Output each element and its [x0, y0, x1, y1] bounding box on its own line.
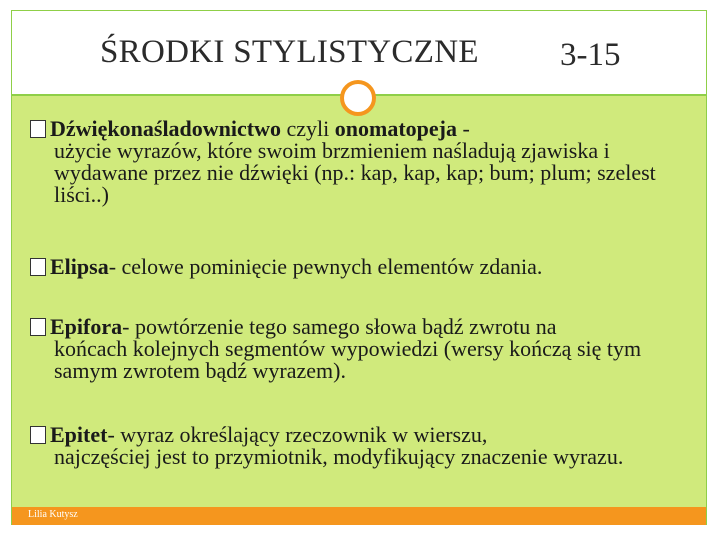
slide-title: ŚRODKI STYLISTYCZNE	[100, 34, 479, 70]
bullet-item-epitet	[30, 424, 623, 468]
bullet-term: Elipsa	[50, 254, 109, 279]
slide-number: 3-15	[560, 37, 621, 73]
bullet-item-epifora	[30, 316, 695, 382]
bullet-marker-icon	[30, 426, 46, 444]
circle-ornament-icon	[340, 80, 376, 116]
bullet-definition: - powtórzenie tego samego słowa bądź zwrotu na	[122, 314, 557, 339]
bullet-dash: -	[457, 116, 470, 141]
bullet-term-alt: onomatopeja	[334, 116, 457, 141]
bullet-definition: - wyraz określający rzeczownik w wierszu,	[107, 422, 488, 447]
bullet-marker-icon	[30, 120, 46, 138]
bullet-definition-cont: najczęściej jest to przymiotnik, modyfikujący znaczenie wyrazu.	[54, 444, 624, 469]
bullet-marker-icon	[30, 258, 46, 276]
bullet-term: Epifora	[50, 314, 123, 339]
author-label: Lilia Kutysz	[28, 509, 78, 520]
bullet-item-onomatopeja	[30, 118, 695, 206]
bullet-definition-cont: końcach kolejnych segmentów wypowiedzi (wersy kończą się tym samym zwrotem bądź wyrazem).	[54, 336, 642, 383]
bullet-term: Dźwiękonaśladownictwo	[50, 116, 282, 141]
bullet-term: Epitet	[50, 422, 108, 447]
bullet-definition: użycie wyrazów, które swoim brzmieniem naśladują zjawiska i wydawane przez nie dźwięki (np.: kap, kap, kap; bum; plum; szelest liści..)	[54, 138, 656, 207]
bullet-item-elipsa	[30, 256, 542, 278]
footer-bar	[12, 507, 706, 525]
bullet-marker-icon	[30, 318, 46, 336]
bullet-connector: czyli	[281, 116, 335, 141]
bullet-definition: - celowe pominięcie pewnych elementów zdania.	[108, 254, 543, 279]
